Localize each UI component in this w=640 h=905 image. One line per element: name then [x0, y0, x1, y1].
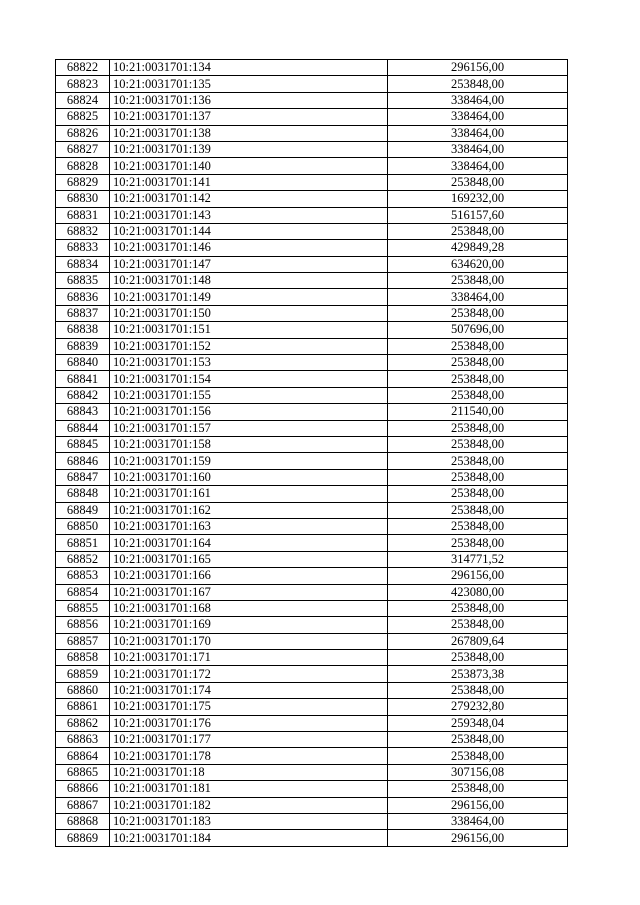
- cadastral-value-cell: 253848,00: [388, 748, 568, 764]
- cadastral-number-cell: 10:21:0031701:150: [110, 305, 388, 321]
- cadastral-value-cell: 338464,00: [388, 125, 568, 141]
- cadastral-number-cell: 10:21:0031701:151: [110, 322, 388, 338]
- row-number-cell: 68852: [56, 551, 110, 567]
- cadastral-value-cell: 279232,80: [388, 699, 568, 715]
- row-number-cell: 68841: [56, 371, 110, 387]
- row-number-cell: 68846: [56, 453, 110, 469]
- cadastral-value-cell: 253848,00: [388, 371, 568, 387]
- row-number-cell: 68845: [56, 436, 110, 452]
- cadastral-value-cell: 259348,04: [388, 715, 568, 731]
- cadastral-number-cell: 10:21:0031701:183: [110, 813, 388, 829]
- cadastral-number-cell: 10:21:0031701:148: [110, 273, 388, 289]
- table-row: [56, 502, 568, 518]
- cadastral-value-cell: 307156,08: [388, 764, 568, 780]
- row-number-cell: 68835: [56, 273, 110, 289]
- cadastral-number-cell: 10:21:0031701:144: [110, 223, 388, 239]
- table-row: [56, 76, 568, 92]
- cadastral-number-cell: 10:21:0031701:162: [110, 502, 388, 518]
- table-row: [56, 355, 568, 371]
- table-row: [56, 682, 568, 698]
- cadastral-value-cell: 253848,00: [388, 486, 568, 502]
- cadastral-value-cell: 211540,00: [388, 404, 568, 420]
- table-row: [56, 813, 568, 829]
- cadastral-value-cell: 253848,00: [388, 453, 568, 469]
- row-number-cell: 68848: [56, 486, 110, 502]
- cadastral-value-cell: 253848,00: [388, 732, 568, 748]
- table-row: [56, 191, 568, 207]
- cadastral-value-cell: 253848,00: [388, 273, 568, 289]
- cadastral-value-cell: 296156,00: [388, 60, 568, 76]
- row-number-cell: 68837: [56, 305, 110, 321]
- row-number-cell: 68863: [56, 732, 110, 748]
- table-row: [56, 617, 568, 633]
- cadastral-number-cell: 10:21:0031701:139: [110, 141, 388, 157]
- row-number-cell: 68867: [56, 797, 110, 813]
- table-row: [56, 404, 568, 420]
- cadastral-value-cell: 253873,38: [388, 666, 568, 682]
- cadastral-value-cell: 423080,00: [388, 584, 568, 600]
- row-number-cell: 68832: [56, 223, 110, 239]
- table-row: [56, 781, 568, 797]
- table-row: [56, 109, 568, 125]
- table-row: [56, 732, 568, 748]
- cadastral-number-cell: 10:21:0031701:169: [110, 617, 388, 633]
- row-number-cell: 68834: [56, 256, 110, 272]
- cadastral-number-cell: 10:21:0031701:157: [110, 420, 388, 436]
- row-number-cell: 68868: [56, 813, 110, 829]
- cadastral-number-cell: 10:21:0031701:138: [110, 125, 388, 141]
- row-number-cell: 68827: [56, 141, 110, 157]
- cadastral-value-cell: 338464,00: [388, 289, 568, 305]
- table-row: [56, 764, 568, 780]
- row-number-cell: 68851: [56, 535, 110, 551]
- table-row: [56, 387, 568, 403]
- row-number-cell: 68833: [56, 240, 110, 256]
- table-body: [56, 60, 568, 847]
- cadastral-number-cell: 10:21:0031701:182: [110, 797, 388, 813]
- cadastral-number-cell: 10:21:0031701:156: [110, 404, 388, 420]
- cadastral-value-cell: 338464,00: [388, 158, 568, 174]
- table-row: [56, 453, 568, 469]
- table-row: [56, 322, 568, 338]
- cadastral-number-cell: 10:21:0031701:146: [110, 240, 388, 256]
- cadastral-value-cell: 516157,60: [388, 207, 568, 223]
- cadastral-value-cell: 314771,52: [388, 551, 568, 567]
- row-number-cell: 68855: [56, 600, 110, 616]
- row-number-cell: 68856: [56, 617, 110, 633]
- cadastral-number-cell: 10:21:0031701:136: [110, 92, 388, 108]
- row-number-cell: 68825: [56, 109, 110, 125]
- table-row: [56, 600, 568, 616]
- table-row: [56, 273, 568, 289]
- row-number-cell: 68831: [56, 207, 110, 223]
- cadastral-number-cell: 10:21:0031701:137: [110, 109, 388, 125]
- row-number-cell: 68842: [56, 387, 110, 403]
- cadastral-value-cell: 253848,00: [388, 502, 568, 518]
- cadastral-number-cell: 10:21:0031701:155: [110, 387, 388, 403]
- cadastral-number-cell: 10:21:0031701:165: [110, 551, 388, 567]
- row-number-cell: 68865: [56, 764, 110, 780]
- cadastral-number-cell: 10:21:0031701:140: [110, 158, 388, 174]
- table-row: [56, 535, 568, 551]
- table-row: [56, 436, 568, 452]
- table-row: [56, 568, 568, 584]
- cadastral-value-cell: 253848,00: [388, 682, 568, 698]
- cadastral-number-cell: 10:21:0031701:161: [110, 486, 388, 502]
- row-number-cell: 68829: [56, 174, 110, 190]
- row-number-cell: 68862: [56, 715, 110, 731]
- table-row: [56, 486, 568, 502]
- cadastral-value-cell: 253848,00: [388, 76, 568, 92]
- cadastral-number-cell: 10:21:0031701:166: [110, 568, 388, 584]
- row-number-cell: 68822: [56, 60, 110, 76]
- table-row: [56, 650, 568, 666]
- row-number-cell: 68828: [56, 158, 110, 174]
- cadastral-number-cell: 10:21:0031701:152: [110, 338, 388, 354]
- row-number-cell: 68859: [56, 666, 110, 682]
- row-number-cell: 68869: [56, 830, 110, 846]
- table-row: [56, 289, 568, 305]
- cadastral-value-cell: 253848,00: [388, 420, 568, 436]
- row-number-cell: 68843: [56, 404, 110, 420]
- cadastral-value-cell: 296156,00: [388, 830, 568, 846]
- row-number-cell: 68836: [56, 289, 110, 305]
- row-number-cell: 68857: [56, 633, 110, 649]
- cadastral-value-cell: 253848,00: [388, 518, 568, 534]
- row-number-cell: 68823: [56, 76, 110, 92]
- cadastral-value-cell: 253848,00: [388, 617, 568, 633]
- table-row: [56, 141, 568, 157]
- row-number-cell: 68824: [56, 92, 110, 108]
- cadastral-number-cell: 10:21:0031701:181: [110, 781, 388, 797]
- row-number-cell: 68850: [56, 518, 110, 534]
- row-number-cell: 68840: [56, 355, 110, 371]
- cadastral-value-cell: 253848,00: [388, 355, 568, 371]
- row-number-cell: 68858: [56, 650, 110, 666]
- table-row: [56, 371, 568, 387]
- cadastral-number-cell: 10:21:0031701:143: [110, 207, 388, 223]
- cadastral-number-cell: 10:21:0031701:160: [110, 469, 388, 485]
- row-number-cell: 68853: [56, 568, 110, 584]
- cadastral-number-cell: 10:21:0031701:18: [110, 764, 388, 780]
- cadastral-value-cell: 253848,00: [388, 174, 568, 190]
- cadastral-value-cell: 296156,00: [388, 797, 568, 813]
- table-row: [56, 748, 568, 764]
- cadastral-number-cell: 10:21:0031701:167: [110, 584, 388, 600]
- cadastral-number-cell: 10:21:0031701:175: [110, 699, 388, 715]
- table-row: [56, 338, 568, 354]
- cadastral-value-cell: 253848,00: [388, 650, 568, 666]
- row-number-cell: 68861: [56, 699, 110, 715]
- row-number-cell: 68844: [56, 420, 110, 436]
- cadastral-number-cell: 10:21:0031701:135: [110, 76, 388, 92]
- cadastral-number-cell: 10:21:0031701:158: [110, 436, 388, 452]
- row-number-cell: 68866: [56, 781, 110, 797]
- cadastral-number-cell: 10:21:0031701:147: [110, 256, 388, 272]
- row-number-cell: 68847: [56, 469, 110, 485]
- cadastral-number-cell: 10:21:0031701:149: [110, 289, 388, 305]
- table-row: [56, 240, 568, 256]
- cadastral-value-cell: 296156,00: [388, 568, 568, 584]
- cadastral-value-cell: 338464,00: [388, 141, 568, 157]
- cadastral-value-cell: 253848,00: [388, 535, 568, 551]
- cadastral-value-cell: 338464,00: [388, 813, 568, 829]
- cadastral-number-cell: 10:21:0031701:159: [110, 453, 388, 469]
- cadastral-value-cell: 253848,00: [388, 387, 568, 403]
- cadastral-value-cell: 253848,00: [388, 305, 568, 321]
- table-row: [56, 699, 568, 715]
- table-row: [56, 830, 568, 846]
- cadastral-value-cell: 507696,00: [388, 322, 568, 338]
- table-row: [56, 256, 568, 272]
- cadastral-number-cell: 10:21:0031701:172: [110, 666, 388, 682]
- table-row: [56, 633, 568, 649]
- table-row: [56, 551, 568, 567]
- table-row: [56, 666, 568, 682]
- cadastral-number-cell: 10:21:0031701:170: [110, 633, 388, 649]
- row-number-cell: 68830: [56, 191, 110, 207]
- table-row: [56, 797, 568, 813]
- cadastral-value-cell: 253848,00: [388, 436, 568, 452]
- row-number-cell: 68838: [56, 322, 110, 338]
- table-row: [56, 92, 568, 108]
- cadastral-number-cell: 10:21:0031701:134: [110, 60, 388, 76]
- row-number-cell: 68826: [56, 125, 110, 141]
- table-row: [56, 420, 568, 436]
- cadastral-number-cell: 10:21:0031701:174: [110, 682, 388, 698]
- table-row: [56, 223, 568, 239]
- table-row: [56, 584, 568, 600]
- cadastral-number-cell: 10:21:0031701:164: [110, 535, 388, 551]
- cadastral-value-cell: 253848,00: [388, 469, 568, 485]
- cadastral-value-cell: 169232,00: [388, 191, 568, 207]
- cadastral-number-cell: 10:21:0031701:171: [110, 650, 388, 666]
- cadastral-number-cell: 10:21:0031701:154: [110, 371, 388, 387]
- cadastral-value-cell: 253848,00: [388, 338, 568, 354]
- cadastral-value-cell: 338464,00: [388, 109, 568, 125]
- table-row: [56, 715, 568, 731]
- table-row: [56, 158, 568, 174]
- table-row: [56, 518, 568, 534]
- row-number-cell: 68854: [56, 584, 110, 600]
- row-number-cell: 68839: [56, 338, 110, 354]
- table-row: [56, 207, 568, 223]
- cadastral-number-cell: 10:21:0031701:177: [110, 732, 388, 748]
- cadastral-value-cell: 634620,00: [388, 256, 568, 272]
- cadastral-number-cell: 10:21:0031701:168: [110, 600, 388, 616]
- table-row: [56, 125, 568, 141]
- table-row: [56, 305, 568, 321]
- table-row: [56, 469, 568, 485]
- cadastral-number-cell: 10:21:0031701:178: [110, 748, 388, 764]
- table-row: [56, 60, 568, 76]
- cadastral-value-cell: 253848,00: [388, 781, 568, 797]
- cadastral-value-cell: 338464,00: [388, 92, 568, 108]
- cadastral-value-cell: 253848,00: [388, 600, 568, 616]
- cadastral-value-cell: 267809,64: [388, 633, 568, 649]
- row-number-cell: 68860: [56, 682, 110, 698]
- row-number-cell: 68864: [56, 748, 110, 764]
- cadastral-number-cell: 10:21:0031701:142: [110, 191, 388, 207]
- cadastral-value-table: [55, 59, 568, 847]
- cadastral-value-cell: 429849,28: [388, 240, 568, 256]
- cadastral-number-cell: 10:21:0031701:184: [110, 830, 388, 846]
- cadastral-number-cell: 10:21:0031701:163: [110, 518, 388, 534]
- cadastral-value-cell: 253848,00: [388, 223, 568, 239]
- row-number-cell: 68849: [56, 502, 110, 518]
- table-row: [56, 174, 568, 190]
- cadastral-number-cell: 10:21:0031701:141: [110, 174, 388, 190]
- cadastral-number-cell: 10:21:0031701:153: [110, 355, 388, 371]
- cadastral-number-cell: 10:21:0031701:176: [110, 715, 388, 731]
